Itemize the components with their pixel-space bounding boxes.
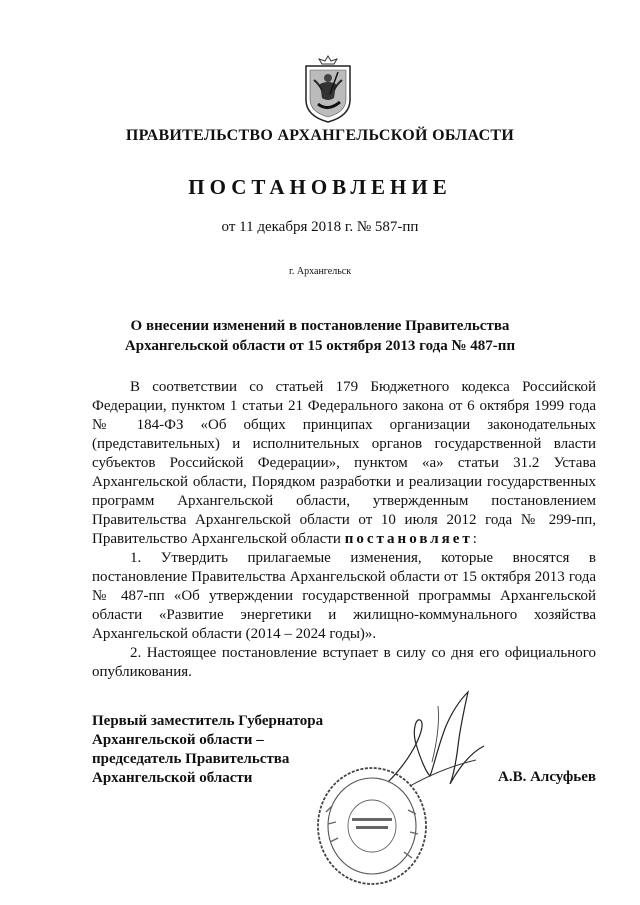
document-date-number: от 11 декабря 2018 г. № 587-пп: [221, 219, 419, 235]
position-line-1: Первый заместитель Губернатора: [92, 713, 324, 729]
position-line-3: председатель Правительства: [92, 751, 290, 767]
subject-line-1: О внесении изменений в постановление Правительства: [130, 318, 510, 334]
resolves-word: постановляет: [344, 531, 473, 547]
position-line-2: Архангельской области –: [92, 732, 264, 748]
resolves-colon: :: [472, 531, 477, 547]
document-body: [92, 378, 596, 682]
signatory-position: [92, 712, 332, 788]
preamble-paragraph: [92, 378, 596, 549]
government-title: ПРАВИТЕЛЬСТВО АРХАНГЕЛЬСКОЙ ОБЛАСТИ: [125, 127, 515, 144]
subject-line-2: Архангельской области от 15 октября 2013 года № 487-пп: [124, 338, 516, 354]
document-type: ПОСТАНОВЛЕНИЕ: [188, 175, 452, 199]
preamble-text: В соответствии со статьей 179 Бюджетного кодекса Российской Федерации, пунктом 1 статьи 21 Федерального закона от 6 октября 1999 года № 184-ФЗ «Об общих принципах организации законодательных (представительных) и исполнительных органов государственной власти субъектов Российской Федерации», пунктом «а» статьи 31.2 Устава Архангельской области, Порядком разработки и реализации государственных программ Архангельской области, утвержденным постановлением Правительства Архангельской области от 10 июля 2012 года № 299-пп, Правительство Архангельской области: [92, 379, 596, 547]
document-subject: [90, 316, 550, 356]
item-1-paragraph: 1. Утвердить прилагаемые изменения, которые вносятся в постановление Правительства Архангельской области от 15 октября 2013 года № 487-пп «Об утверждении государственной программы Архангельской области «Развитие энергетики и жилищно-коммунального хозяйства Архангельской области (2014 – 2024 годы)».: [92, 550, 596, 642]
position-line-4: Архангельской области: [92, 770, 253, 786]
document-city: г. Архангельск: [288, 266, 352, 277]
round-seal-stamp-icon: [312, 762, 432, 890]
arkhangelsk-coat-of-arms-icon: [300, 54, 356, 124]
item-2-paragraph: 2. Настоящее постановление вступает в силу со дня его официального опубликования.: [92, 645, 596, 680]
signatory-name: А.В. Алсуфьев: [498, 769, 596, 785]
